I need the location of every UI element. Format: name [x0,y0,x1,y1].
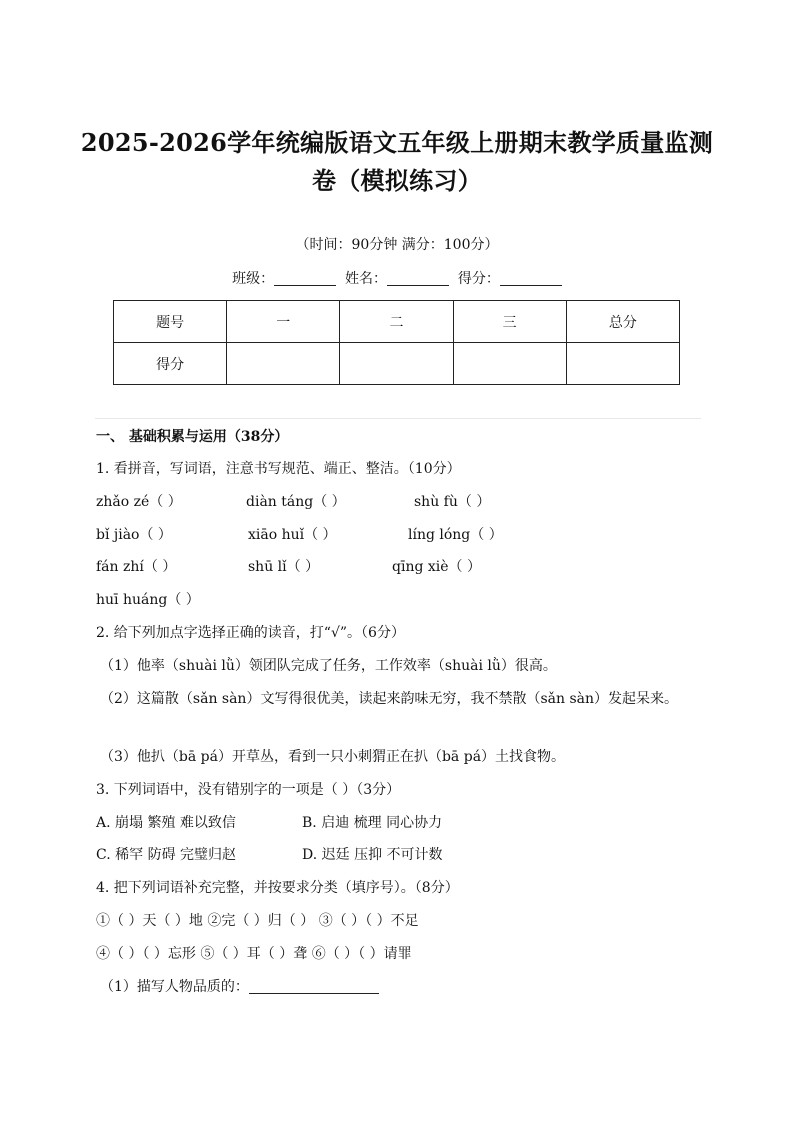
pinyin-item: shù fù（ ） [414,494,491,510]
pinyin-item: huī huáng（ ） [96,592,200,608]
exam-title-line1: 2025-2026学年统编版语文五年级上册期末教学质量监测 [80,128,714,157]
question-3-options-row [96,844,443,866]
section-divider [95,418,701,419]
score-table-header-row [114,301,680,343]
question-2-item-3: （3）他扒（bā pá）开草丛，看到一只小刺猬正在扒（bā pá）土找食物。 [100,749,566,765]
pinyin-item: líng lóng（ ） [408,527,503,543]
exam-title [60,124,734,200]
score-cell[interactable] [453,343,566,385]
pinyin-row [96,524,503,546]
pinyin-row [96,491,490,513]
class-blank[interactable] [274,269,336,286]
option-c[interactable]: C. 稀罕 防碍 完璧归赵 [96,847,237,863]
question-2-item-1: （1）他率（shuài lǜ）领团队完成了任务，工作效率（shuài lǜ）很高。 [100,658,557,674]
idiom-row: ①（ ）天（ ）地 ②完（ ）归（ ） ③（ ）（ ）不足 [96,913,419,929]
pinyin-item: shū lǐ（ ） [248,559,320,575]
question-4-sub-1-label: （1）描写人物品质的： [100,979,249,995]
pinyin-item: zhǎo zé（ ） [96,494,182,510]
score-table [113,300,680,385]
score-table-header-cell: 一 [227,301,340,343]
question-4: 4. 把下列词语补充完整，并按要求分类（填序号）。（8分） [96,880,459,896]
question-4-sub-1 [100,976,379,998]
score-table-header-cell: 题号 [114,301,227,343]
pinyin-row [96,589,200,611]
question-3-options-row [96,812,442,834]
option-a[interactable]: A. 崩塌 繁殖 难以致信 [96,815,236,831]
answer-blank[interactable] [249,977,379,994]
class-label: 班级： [232,271,275,287]
section-heading: 一、 基础积累与运用（38分） [96,429,289,445]
pinyin-item: xiāo huǐ（ ） [248,527,337,543]
pinyin-item: diàn táng（ ） [246,494,346,510]
score-cell[interactable] [566,343,679,385]
pinyin-item: qīng xiè（ ） [392,559,481,575]
score-table-score-row [114,343,680,385]
question-2: 2. 给下列加点字选择正确的读音，打“√”。（6分） [96,625,405,641]
score-blank[interactable] [500,269,562,286]
pinyin-item: fán zhí（ ） [96,559,177,575]
exam-title-line2: 卷（模拟练习） [311,166,483,195]
exam-time-score: （时间：90分钟 满分：100分） [295,237,499,253]
student-info-line [0,268,794,290]
name-blank[interactable] [387,269,449,286]
score-cell[interactable] [227,343,340,385]
name-label: 姓名： [345,271,387,287]
pinyin-item: bǐ jiào（ ） [96,527,172,543]
score-label: 得分： [457,271,500,287]
score-table-header-cell: 三 [453,301,566,343]
pinyin-row [96,556,481,578]
question-2-item-2: （2）这篇散（sǎn sàn）文写得很优美，读起来韵味无穷，我不禁散（sǎn sàn）发起呆来。 [100,691,678,707]
option-b[interactable]: B. 启迪 梳理 同心协力 [302,815,443,831]
score-table-header-cell: 总分 [566,301,679,343]
score-table-header-cell: 二 [340,301,453,343]
question-1: 1. 看拼音，写词语，注意书写规范、端正、整洁。（10分） [96,461,461,477]
option-d[interactable]: D. 迟廷 压抑 不可计数 [302,847,443,863]
question-3: 3. 下列词语中，没有错别字的一项是（ ）（3分） [96,782,401,798]
score-cell[interactable] [340,343,453,385]
idiom-row: ④（ ）（ ）忘形 ⑤（ ）耳（ ）聋 ⑥（ ）（ ）请罪 [96,946,412,962]
score-table-row-label: 得分 [114,343,227,385]
